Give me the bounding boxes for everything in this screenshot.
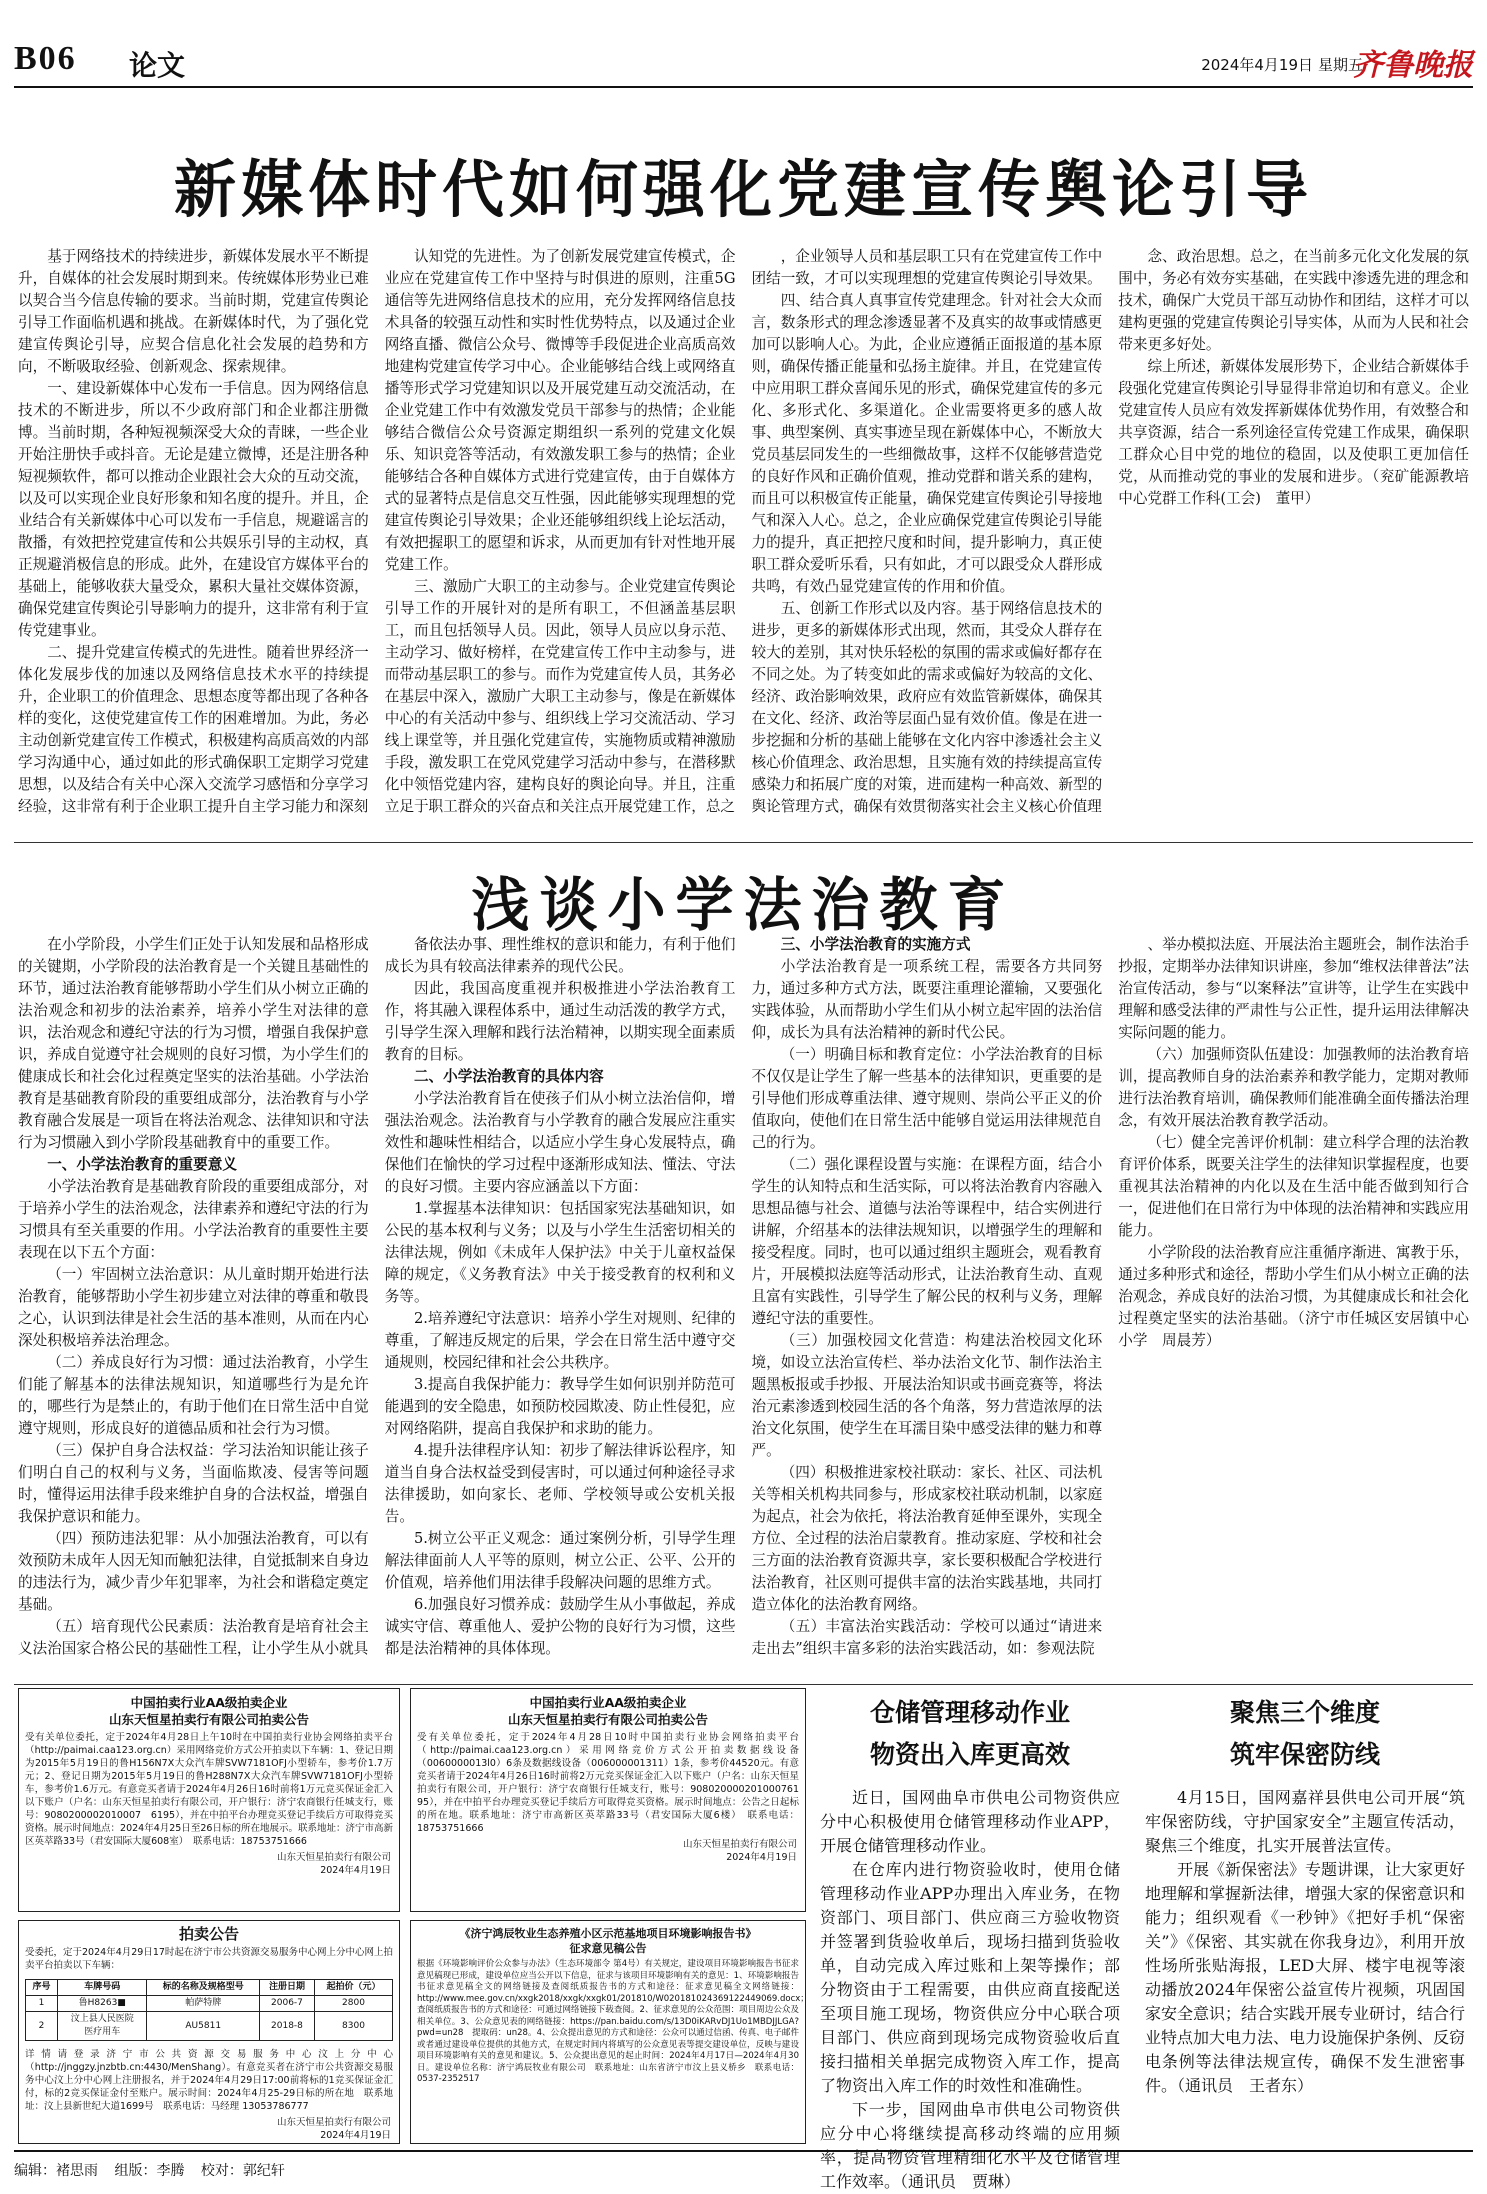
article2-title: 浅谈小学法治教育 — [471, 871, 1016, 939]
news-title: 聚焦三个维度 筑牢保密防线 — [1229, 1698, 1380, 1769]
table-header: 起拍价（元） — [314, 1980, 392, 1996]
article-paragraph: （六）加强师资队伍建设：加强教师的法治教育培训，提高教师自身的法治素养和教学能力，定期对教师进行法治教育培训，确保教师们能准确全面传播法治理念，有效开展法治教育教学活动。 — [1118, 1046, 1469, 1129]
article2-column — [751, 934, 1117, 1680]
table-row — [26, 2012, 393, 2041]
proof-credit: 校对：郭纪轩 — [200, 2163, 285, 2179]
article-paragraph: 在小学阶段，小学生们正处于认知发展和品格形成的关键期，小学阶段的法治教育是一个关键且基础性的环节，通过法治教育能够帮助小学生们从小树立正确的法治观念和初步的法治素养，培养小学生对法律的意识，法治观念和遵纪守法的行为习惯，增强自我保护意识，养成自觉遵守社会规则的良好习惯，为小学生们的健康成长和社会化过程奠定坚实的法治基础。小学法治教育是基础教育阶段的重要组成部分，法治教育与小学教育融合发展是一项旨在将法治观念、法律知识和守法行为习惯融入到小学阶段基础教育中的重要工作。 — [18, 936, 369, 1151]
article-paragraph: 5.树立公平正义观念：通过案例分析，引导学生理解法律面前人人平等的原则，树立公正、公平、公开的价值观，培养他们用法律手段解决问题的思维方式。 — [384, 1530, 736, 1591]
table-cell: 2006-7 — [259, 1996, 314, 2012]
news-body — [1145, 1786, 1465, 2098]
article-paragraph: 综上所述，新媒体发展形势下，企业结合新媒体手段强化党建宣传舆论引导显得非常迫切和有意义。企业党建宣传人员应有效发挥新媒体优势作用，有效整合和共享资源，结合一系列途径宣传党建工作成果，确保职工群众心目中党的地位的稳固，以及使职工更加信任党，从而推动党的事业的发展和进步。（兖矿能源教培中心党群工作科(工会) 董甲） — [1118, 358, 1469, 507]
page-footer — [14, 2150, 1473, 2180]
ad-signature: 山东天恒星拍卖行有限公司 2024年4月19日 — [276, 1852, 391, 1876]
section-heading: 二、小学法治教育的具体内容 — [413, 1068, 604, 1085]
newspaper-logo: 齐鲁晚报 — [1353, 48, 1473, 83]
ad-body: 受委托，定于2024年4月29日17时起在济宁市公共资源交易服务中心网上分中心网上拍卖平台拍卖以下车辆： — [25, 1947, 393, 1971]
article-paragraph: 2.培养遵纪守法意识：培养小学生对规则、纪律的尊重，了解违反规定的后果，学会在日常生活中遵守交通规则，校园纪律和社会公共秩序。 — [384, 1310, 736, 1371]
table-header: 序号 — [26, 1980, 58, 1996]
table-cell: 帕萨特牌 — [147, 1996, 260, 2012]
ad-body: 受有关单位委托，定于2024年4月28日10时中国拍卖行业协会网络拍卖平台（http://paimai.caa123.org.cn）采用网络竞价方式公开拍卖数据线设备（0060000013l0）6条及数据线设备（006000001311）1条，参考价44520元。有意竞买者请于2024年4月26日16时前将2万元竞买保证金汇入以下账户（户名：山东天恒星拍卖行有限公司，开户银行：济宁农商银行任城支行，账号：908020000201000761 95），并在中拍平台办理竞买登记手续后方可取得竞买资格。展示时间地点：公告之日起标的所在地。联系地址：济宁市高新区英萃路33号（君安国际大厦6楼） 联系电话：18753751666 — [417, 1732, 799, 1834]
news-security — [1145, 1688, 1465, 2143]
article1-column — [752, 246, 1103, 832]
ad-signature: 山东天恒星拍卖行有限公司 2024年4月19日 — [276, 2117, 391, 2141]
article-paragraph: 小学法治教育是基础教育阶段的重要组成部分，对于培养小学生的法治观念，法律素养和遵纪守法的行为习惯具有至关重要的作用。小学法治教育的重要性主要表现在以下五个方面： — [18, 1178, 369, 1261]
article-paragraph: 3.提高自我保护能力：教导学生如何识别并防范可能遇到的安全隐患，如预防校园欺凌、防止性侵犯，应对网络陷阱，提高自我保护和求助的能力。 — [384, 1376, 736, 1437]
article-paragraph: （七）健全完善评价机制：建立科学合理的法治教育评价体系，既要关注学生的法律知识掌握程度，也要重视其法治精神的内化以及在生活中能否做到知行合一，促进他们在日常行为中体现的法治精神和实践应用能力。 — [1118, 1134, 1469, 1239]
news-title: 仓储管理移动作业 物资出入库更高效 — [869, 1698, 1070, 1769]
article-paragraph: 、举办模拟法庭、开展法治主题班会，制作法治手抄报，定期举办法律知识讲座，参加“维权法律普法”法治宣传活动，参与“以案释法”宣讲等，让学生在实践中理解和感受法律的严肃性与公正性，提升运用法律解决实际问题的能力。 — [1118, 936, 1469, 1041]
section-heading: 一、小学法治教育的重要意义 — [47, 1156, 237, 1173]
table-cell: AU5811 — [147, 2012, 260, 2041]
article-paragraph: 基于网络技术的持续进步，新媒体发展水平不断提升，自媒体的社会发展时期到来。传统媒体形势业已难以契合当今信息传输的要求。当前时期，党建宣传舆论引导工作面临机遇和挑战。在新媒体时代，为了强化党建宣传舆论引导，应契合信息化社会发展的趋势和方向，不断吸取经验、创新观念、探索规律。 — [18, 248, 369, 375]
ad-title: 拍卖公告 — [178, 1925, 239, 1943]
article-paragraph: 备依法办事、理性维权的意识和能力，有利于他们成长为具有较高法律素养的现代公民。 — [384, 936, 736, 975]
article-paragraph: （五）培育现代公民素质：法治教育是培育社会主义法治国家合格公民的基础性工程，让小学生从小就具 — [18, 1618, 369, 1657]
section-divider — [14, 842, 1473, 843]
article-paragraph: 1.掌握基本法律知识：包括国家宪法基础知识，如公民的基本权利与义务；以及与小学生生活密切相关的法律法规，例如《未成年人保护法》中关于儿童权益保障的规定，《义务教育法》中关于接受教育的权利和义务等。 — [384, 1200, 736, 1305]
article-paragraph: 认知党的先进性。为了创新发展党建宣传模式，企业应在党建宣传工作中坚持与时俱进的原则，注重5G通信等先进网络信息技术的应用，充分发挥网络信息技术具备的较强互动性和实时性优势特点，以及通过企业网络直播、微信公众号、微博等手段促进企业高质高效地建构党建宣传学习中心。企业能够结合线上或网络直播等形式学习党建知识以及开展党建互动交流活动，在企业党建工作中有效激发党员干部参与的热情；企业能够结合微信公众号资源定期组织一系列的党建文化娱乐、知识竞答等活动，有效激发职工参与的热情；企业能够结合各种自媒体方式进行党建宣传，由于自媒体方式的显著特点是信息交互性强，因此能够实现理想的党建宣传舆论引导效果；企业还能够组织线上论坛活动，有效把握职工的愿望和诉求，从而更加有针对性地开展党建工作。 — [384, 248, 736, 573]
news-body — [820, 1786, 1120, 2194]
auction-notice-2 — [410, 1688, 806, 1912]
ads-area — [18, 1688, 809, 2143]
article-paragraph: 五、创新工作形式以及内容。基于网络信息技术的进步，更多的新媒体形式出现，然而，其受众人群存在较大的差别，其对快乐轻松的氛围的需求或偏好都存在不同之处。为了转变如此的需求或偏好为较高的文化、经济、政治影响效果，政府应有效监管新媒体，确保其在文化、经济、政治等层面凸显有效价值。像是在进一步挖掘和分析的基础上能够在文化内容中渗透社会主义核心价值理念、政治思想，且实施有效的持续提高宣传感染力和拓展广度的对策，进而建构一种高效、新型的舆论管理方式，确保有效贯彻落实社会主义核心价值理 — [751, 600, 1103, 815]
auction-notice-1 — [18, 1688, 400, 1912]
table-header: 注册日期 — [259, 1980, 314, 1996]
issue-weekday: 星期五 — [1317, 56, 1363, 74]
ad-body: 根据《环境影响评价公众参与办法》（生态环境部令 第4号）有关规定，建设项目环境影响报告书征求意见稿现已形成，建设单位应当公开以下信息，征求与该项目环境影响有关的意见：1、环境影响报告书征求意见稿全文的网络链接及查阅纸质报告书的方式和途径：征求意见稿全文网络链接：http://www.mee.gov.cn/xxgk2018/xxgk/xxgk01/201810/W020181024369122449069.docx；查阅纸质报告书的方式和途径：可通过网络链接下载查阅。2、征求意见的公众范围：项目周边公众及相关单位。3、公众意见表的网络链接：https://pan.baidu.com/s/13D0iKARvDJ1Uo1MBDJJLGA?pwd=un28 提取码：un28。4、公众提出意见的方式和途径：公众可以通过信函、传真、电子邮件或者通过建设单位提供的其他方式，在规定时间内将填写的公众意见表等提交建设单位，反映与建设项目环境影响有关的意见和建议。5、公众提出意见的起止时间：2024年4月17日—2024年4月30日。建设单位名称：济宁鸿辰牧业有限公司 联系地址：山东省济宁市汶上县义桥乡 联系电话：0537-2352517 — [417, 1959, 809, 2084]
article1-title: 新媒体时代如何强化党建宣传舆论引导 — [173, 153, 1313, 226]
article-paragraph: 三、激励广大职工的主动参与。企业党建宣传舆论引导工作的开展针对的是所有职工，不但涵盖基层职工，而且包括领导人员。因此，领导人员应以身示范、主动学习、做好榜样，在党建宣传工作中主动参与，进而带动基层职工的参与。而作为党建宣传人员，其务必在基层中深入，激励广大职工主动参与，像是在新媒体中心的有关活动中参与、组织线上学习交流活动、学习线上课堂等，并且强化党建宣传，实施物质或精神激励手段，激发职工在党风党建学习活动中参与，在潜移默化中领悟党建内容，建构良好的舆论向导。并且，注重立足于职工群众的兴奋点和关注点开展党建工作，总之 — [384, 578, 736, 815]
article-paragraph: （四）积极推进家校社联动：家长、社区、司法机关等相关机构共同参与，形成家校社联动机制，以家庭为起点，社会为依托，将法治教育延伸至课外，实现全方位、全过程的法治启蒙教育。推动家庭、学校和社会三方面的法治教育资源共享，家长要积极配合学校进行法治教育，社区则可提供丰富的法治实践基地，共同打造立体化的法治教育网络。 — [751, 1464, 1103, 1613]
article-paragraph: （三）保护自身合法权益：学习法治知识能让孩子们明白自己的权利与义务，当面临欺凌、侵害等问题时，懂得运用法律手段来维护自身的合法权益，增强自我保护意识和能力。 — [18, 1442, 369, 1525]
article1-column — [1118, 246, 1469, 832]
article-paragraph: 念、政治思想。总之，在当前多元化文化发展的氛围中，务必有效夯实基础，在实践中渗透先进的理念和技术，确保广大党员干部互动协作和团结，这样才可以建构更强的党建宣传舆论引导实体，从而为人民和社会带来更多好处。 — [1118, 248, 1469, 353]
news-paragraph: 4月15日，国网嘉祥县供电公司开展“筑牢保密防线，守护国家安全”主题宣传活动，聚焦三个维度，扎实开展普法宣传。 — [1145, 1788, 1465, 1855]
ad-body: 受有关单位委托，定于2024年4月28日上午10时在中国拍卖行业协会网络拍卖平台（http://paimai.caa123.org.cn）采用网络竞价方式公开拍卖以下车辆：1、登记日期为2015年5月19日的鲁H156N7X大众汽车牌SVW7181OFJ小型轿车，参考价1.7万元；2、登记日期为2015年5月19日的鲁H288N7X大众汽车牌SVW7181OFJ小型轿车，参考价1.6万元。有意竞买者请于2024年4月26日16时前将1万元竞买保证金汇入以下账户（户名：山东天恒星拍卖行有限公司，开户银行：济宁农商银行任城支行，账号：9080200002010007 6195），并在中拍平台办理竞买登记手续后方可取得竞买资格。展示时间地点：2024年4月25日至26日标的所在地展示。联系地址：济宁市高新区英萃路33号（君安国际大厦608室） 联系电话：18753751666 — [25, 1732, 393, 1847]
article-paragraph: 6.加强良好习惯养成：鼓励学生从小事做起，养成诚实守信、尊重他人、爱护公物的良好行为习惯，这些都是法治精神的具体体现。 — [384, 1596, 736, 1657]
table-row — [26, 1996, 393, 2012]
table-cell: 8300 — [314, 2012, 392, 2041]
news-paragraph: 近日，国网曲阜市供电公司物资供应分中心积极使用仓储管理移动作业APP，开展仓储管理移动作业。 — [820, 1788, 1120, 1855]
auction-table — [25, 1979, 393, 2041]
article1-column — [385, 246, 736, 832]
news-paragraph: 开展《新保密法》专题讲课，让大家更好地理解和掌握新法律，增强大家的保密意识和能力；组织观看《一秒钟》《把好手机“保密关”》《保密、其实就在你我身边》，利用开放性场所张贴海报，LED大屏、楼宇电视等滚动播放2024年保密公益宣传片视频，巩固国家安全意识；结合实践开展专业研讨，结合行业特点加大电力法、电力设施保护条例、反窃电条例等法律法规宣传，确保不发生泄密事件。（通讯员 王者东） — [1145, 1860, 1466, 2095]
article-paragraph: （四）预防违法犯罪：从小加强法治教育，可以有效预防未成年人因无知而触犯法律，自觉抵制来自身边的违法行为，减少青少年犯罪率，为社会和谐稳定奠定基础。 — [18, 1530, 369, 1613]
article-paragraph: （一）明确目标和教育定位：小学法治教育的目标不仅仅是让学生了解一些基本的法律知识，更重要的是引导他们形成尊重法律、遵守规则、崇尚公平正义的价值取向，使他们在日常生活中能够自觉运用法律规范自己的行为。 — [751, 1046, 1103, 1151]
article-paragraph: （五）丰富法治实践活动：学校可以通过“请进来 走出去”组织丰富多彩的法治实践活动，如：参观法院 — [751, 1618, 1117, 1657]
page-number: B06 — [14, 40, 77, 77]
ad-title: 中国拍卖行业AA级拍卖企业 山东天恒星拍卖行有限公司拍卖公告 — [108, 1695, 309, 1727]
article-paragraph: 4.提升法律程序认知：初步了解法律诉讼程序，知道当自身合法权益受到侵害时，可以通过何种途径寻求法律援助，如向家长、老师、学校领导或公安机关报告。 — [384, 1442, 736, 1525]
issue-date: 2024年4月19日 — [1201, 56, 1313, 74]
table-cell: 2 — [26, 2012, 58, 2041]
news-warehouse — [820, 1688, 1120, 2191]
article1-body — [18, 246, 1469, 832]
article2-column — [1118, 934, 1469, 1680]
article-paragraph: 小学阶段的法治教育应注重循序渐进、寓教于乐，通过多种形式和途径，帮助小学生们从小树立正确的法治观念，养成良好的法治习惯，为其健康成长和社会化过程奠定坚实的法治基础。（济宁市任城区安居镇中心小学 周晨芳） — [1118, 1244, 1469, 1349]
layout-credit: 组版：李腾 — [114, 2163, 185, 2179]
table-cell: 2018-8 — [259, 2012, 314, 2041]
ad-title: 中国拍卖行业AA级拍卖企业 山东天恒星拍卖行有限公司拍卖公告 — [507, 1695, 708, 1727]
article-paragraph: 四、结合真人真事宣传党建理念。针对社会大众而言，数条形式的理念渗透显著不及真实的故事或情感更加可以影响人心。为此，企业应遵循正面报道的基本原则，确保传播正能量和弘扬主旋律。并且，在党建宣传中应用职工群众喜闻乐见的形式，确保党建宣传的多元化、多形式化、多渠道化。企业需要将更多的感人故事、典型案例、真实事迹呈现在新媒体中心，不断放大党员基层同发生的一些细微故事，这样不仅能够营造党的良好作风和正确价值观，推动党群和谐关系的建构，而且可以积极宣传正能量，确保党建宣传舆论引导接地气和深入人心。总之，企业应确保党建宣传舆论引导能力的提升，真正把控尺度和时间，提升影响力，真正使职工群众爱听乐看，只有如此，才可以跟受众人群形成共鸣，有效凸显党建宣传的作用和价值。 — [751, 292, 1103, 595]
article-paragraph: 三、小学法治教育的实施方式 — [780, 936, 971, 953]
article-paragraph: ，企业领导人员和基层职工只有在党建宣传工作中团结一致，才可以实现理想的党建宣传舆论引导效果。 — [751, 248, 1103, 287]
table-cell: 1 — [26, 1996, 58, 2012]
article-paragraph: （二）养成良好行为习惯：通过法治教育，小学生们能了解基本的法律法规知识，知道哪些行为是允许的，哪些行为是禁止的，有助于他们在日常生活中自觉遵守规则，形成良好的道德品质和社会行为习惯。 — [18, 1354, 369, 1437]
auction-notice-3 — [18, 1920, 400, 2144]
article-paragraph: （三）加强校园文化营造：构建法治校园文化环境，如设立法治宣传栏、举办法治文化节、制作法治主题黑板报或手抄报、开展法治知识或书画竞赛等，将法治元素渗透到校园生活的各个角落，努力营造浓厚的法治文化氛围，使学生在耳濡目染中感受法律的魅力和尊严。 — [751, 1332, 1103, 1459]
table-header: 车牌号码 — [57, 1980, 147, 1996]
table-cell: 鲁H8263■ — [57, 1996, 147, 2012]
article2-column — [385, 934, 736, 1680]
article-paragraph: 小学法治教育旨在使孩子们从小树立法治信仰，增强法治观念。法治教育与小学教育的融合发展应注重实效性和趣味性相结合，以适应小学生身心发展特点，确保他们在愉快的学习过程中逐渐形成知法、懂法、守法的良好习惯。主要内容应涵盖以下方面： — [384, 1090, 736, 1195]
article-paragraph: 二、提升党建宣传模式的先进性。随着世界经济一体化发展步伐的加速以及网络信息技术水平的持续提升，企业职工的价值理念、思想态度等都出现了各种各样的变化，这使党建宣传工作的困难增加。为此，务必主动创新党建宣传工作模式，积极建构高质高效的内部学习沟通中心，通过如此的形式确保职工定期学习党建思想，以及结合有关中心深入交流学习感悟和分享学习经验，这非常有利于企业职工提升自主学习能力和深刻 — [18, 644, 369, 815]
ad-title: 《济宁鸿辰牧业生态养殖小区示范基地项目环境影响报告书》 征求意见稿公告 — [459, 1927, 757, 1955]
table-cell: 汶上县人民医院 医疗用车 — [57, 2012, 147, 2041]
ad-signature: 山东天恒星拍卖行有限公司 2024年4月19日 — [682, 1839, 797, 1863]
editor-credit: 编辑：褚思雨 — [14, 2163, 98, 2179]
article-paragraph: （一）牢固树立法治意识：从儿童时期开始进行法治教育，能够帮助小学生初步建立对法律的尊重和敬畏之心，认识到法律是社会生活的基本准则，从而在内心深处积极培养法治理念。 — [18, 1266, 369, 1349]
table-header: 标的名称及规格型号 — [147, 1980, 260, 1996]
article2-body — [18, 934, 1469, 1680]
article-paragraph: 因此，我国高度重视并积极推进小学法治教育工作，将其融入课程体系中，通过生动活泼的教学方式，引导学生深入理解和践行法治精神，以期实现全面素质教育的目标。 — [384, 980, 736, 1063]
table-cell: 2800 — [314, 1996, 392, 2012]
article-paragraph: 小学法治教育是一项系统工程，需要各方共同努力，通过多种方式方法，既要注重理论灌输，又要强化实践体验，从而帮助小学生们从小树立起牢固的法治信仰，成长为具有法治精神的新时代公民。 — [751, 958, 1103, 1041]
news-paragraph: 在仓库内进行物资验收时，使用仓储管理移动作业APP办理出入库业务，在物资部门、项目部门、供应商三方验收物资并签署到货验收单后，现场扫描到货验收单，自动完成入库过账和上架等操作；部分物资由于工程需要，由供应商直接配送至项目施工现场，物资供应分中心联合项目部门、供应商到现场完成物资验收后直接扫描相关单据完成物资入库工作，提高了物资出入库工作的时效性和准确性。 — [820, 1860, 1120, 2095]
ad-body-2: 详情请登录济宁市公共资源交易服务中心汶上分中心（http://jnggzy.jnzbtb.cn:4430/MenShang）。有意竞买者在济宁市公共资源交易服务中心汶上分中心网上注册报名，并于2024年4月29日17:00前将标的1竞买保证金汇付，标的2竞买保证金付至账户。展示时间：2024年4月25-29日标的所在地 联系地址：汶上县新世纪大道1699号 联系电话：马经理 13053786777 — [25, 2049, 393, 2112]
article-paragraph: （二）强化课程设置与实施：在课程方面，结合小学生的认知特点和生活实际，可以将法治教育内容融入思想品德与社会、道德与法治等课程中，结合实例进行讲解，介绍基本的法律法规知识，以增强学生的理解和接受程度。同时，也可以通过组织主题班会，观看教育片，开展模拟法庭等活动形式，让法治教育生动、直观且富有实践性，引导学生了解公民的权利与义务，理解遵纪守法的重要性。 — [751, 1156, 1103, 1327]
article1-column — [18, 246, 369, 832]
page-header — [14, 40, 1473, 88]
article2-column — [18, 934, 369, 1680]
environment-notice — [410, 1920, 809, 2144]
section-name: 论文 — [129, 49, 186, 82]
news-paragraph: 下一步，国网曲阜市供电公司物资供应分中心将继续提高移动终端的应用频率，提高物资管理精细化水平及仓储管理工作效率。（通讯员 贾琳） — [820, 2100, 1120, 2191]
article-paragraph: 一、建设新媒体中心发布一手信息。因为网络信息技术的不断进步，所以不少政府部门和企业都注册微博。当前时期，各种短视频深受大众的青睐，一些企业开始注册快手或抖音。无论是建立微博，还是注册各种短视频软件，都可以推动企业跟社会大众的互动交流，以及可以实现企业良好形象和知名度的提升。并且，企业结合有关新媒体中心可以发布一手信息，规避谣言的散播，有效把控党建宣传和公共娱乐引导的主动权，真正规避消极信息的形成。此外，在建设官方媒体平台的基础上，能够收获大量受众，累积大量社交媒体资源，确保党建宣传舆论引导影响力的提升，这非常有利于宣传党建事业。 — [18, 380, 369, 639]
section-divider — [14, 1684, 1473, 1685]
